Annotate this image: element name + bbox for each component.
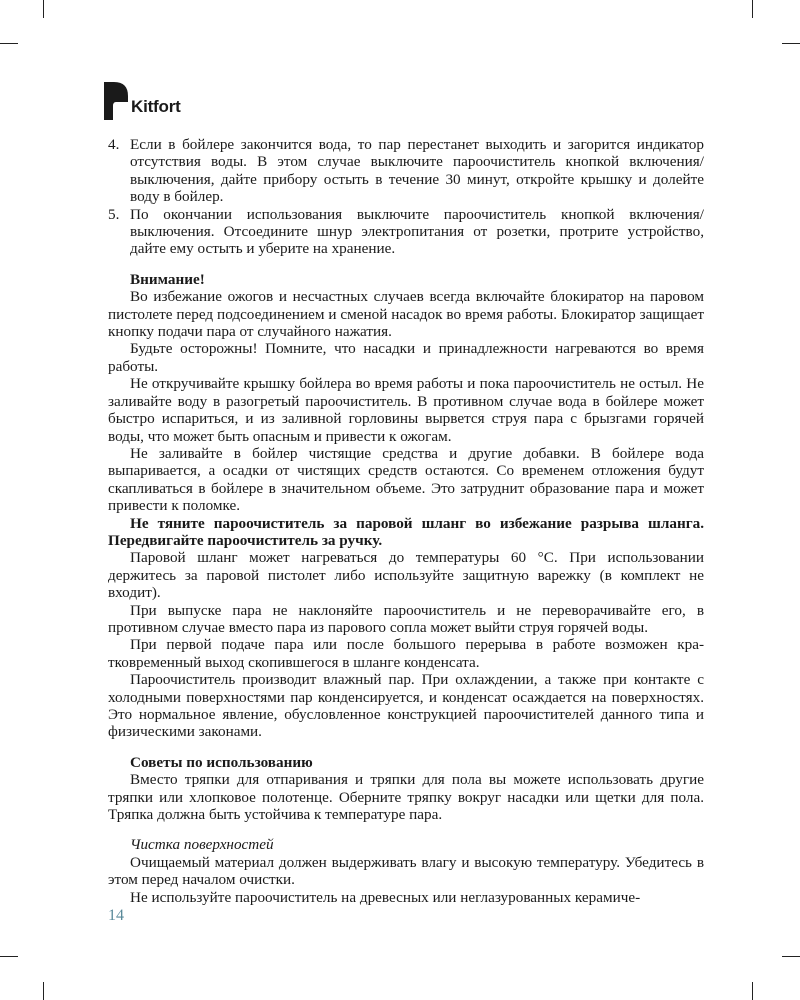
list-text: Если в бойлере закончится вода, то пар перестанет выходить и загорится индикатор отсутствия воды. В этом случае выключите пароочиститель кнопкой включения/выключения, дайте прибору остыть в течение 30 минут, откройте крышку и долейте воду в бойлер. xyxy=(130,136,704,206)
list-number: 4. xyxy=(108,136,120,153)
paragraph: При выпуске пара не наклоняйте пароочиститель и не переворачивайте его, в противном случае вместо пара из парового сопла может выйти струя горячей воды. xyxy=(108,601,704,636)
paragraph: При первой подаче пара или после большого перерыва в работе возможен кратковременный выход скопившегося в шланге конденсата. xyxy=(108,636,704,671)
list-item xyxy=(108,136,704,206)
paragraph: Очищаемый материал должен выдерживать влагу и высокую температуру. Убедитесь в этом перед началом очистки. xyxy=(108,853,704,889)
crop-mark xyxy=(752,982,753,1000)
bold-warning: Не тяните пароочиститель за паровой шланг во избежание разрыва шланга. Передвигайте пароочиститель за ручку. xyxy=(108,514,704,549)
crop-mark xyxy=(782,956,800,957)
surfaces-heading: Чистка поверхностей xyxy=(130,836,274,854)
crop-mark xyxy=(0,43,18,44)
brand-logo xyxy=(104,82,181,120)
crop-mark xyxy=(43,982,44,1000)
paragraph: Вместо тряпки для отпаривания и тряпки для пола вы можете использовать другие тряпки или хлопковое полотенце. Оберните тряпку вокруг насадки или щетки для пола. Тряпка должна быть устойчива к температуре пара. xyxy=(108,771,704,824)
paragraph: Не откручивайте крышку бойлера во время работы и пока пароочиститель не остыл. Не заливайте воду в разогретый пароочиститель. В противном случае вода в бойлере может быстро испариться, и из заливной горловины вырвется струя пара с брызгами горячей воды, что может быть опасным и привести к ожогам. xyxy=(108,375,704,445)
paragraph: Будьте осторожны! Помните, что насадки и принадлежности нагреваются во время работы. xyxy=(108,340,704,375)
page-content xyxy=(108,136,704,906)
crop-mark xyxy=(0,956,18,957)
paragraph: Паровой шланг может нагреваться до температуры 60 °С. При использовании держитесь за паровой пистолет либо используйте защитную варежку (в комплект не входит). xyxy=(108,549,704,602)
brand-name: Kitfort xyxy=(131,97,181,116)
attention-heading: Внимание! xyxy=(130,270,205,288)
list-number: 5. xyxy=(108,205,120,223)
paragraph: Пароочиститель производит влажный пар. При охлаждении, а также при контакте с холодными поверхностями пар конденсируется, и конденсат осаждается на поверхностях. Это нормальное явление, обусловленное конструкцией пароочистителей данного типа и физическими законами. xyxy=(108,671,704,741)
list-text: По окончании использования выключите пароочиститель кнопкой включения/ выключения. Отсоедините шнур электропитания от розетки, протрите устройство, дайте ему остыть и уберите на хранение. xyxy=(130,205,704,258)
kitfort-logo-icon xyxy=(104,82,128,120)
paragraph: Во избежание ожогов и несчастных случаев всегда включайте блокиратор на паровом пистолете перед подсоединением и сменой насадок во время работы. Блокиратор защищает кнопку подачи пара от случайного нажатия. xyxy=(108,288,704,341)
crop-mark xyxy=(752,0,753,18)
crop-mark xyxy=(43,0,44,18)
paragraph: Не заливайте в бойлер чистящие средства и другие добавки. В бойлере вода выпаривается, а осадки от чистящих средств остаются. Со временем отложения будут скапливаться в бойлере в значительном объеме. Это затруднит образование пара и может привести к поломке. xyxy=(108,444,704,515)
list-item xyxy=(108,206,704,258)
tips-heading: Советы по использованию xyxy=(130,753,313,771)
page-number: 14 xyxy=(108,907,124,924)
crop-mark xyxy=(782,43,800,44)
paragraph: Не используйте пароочиститель на древесных или неглазурованных керамиче- xyxy=(130,888,641,906)
